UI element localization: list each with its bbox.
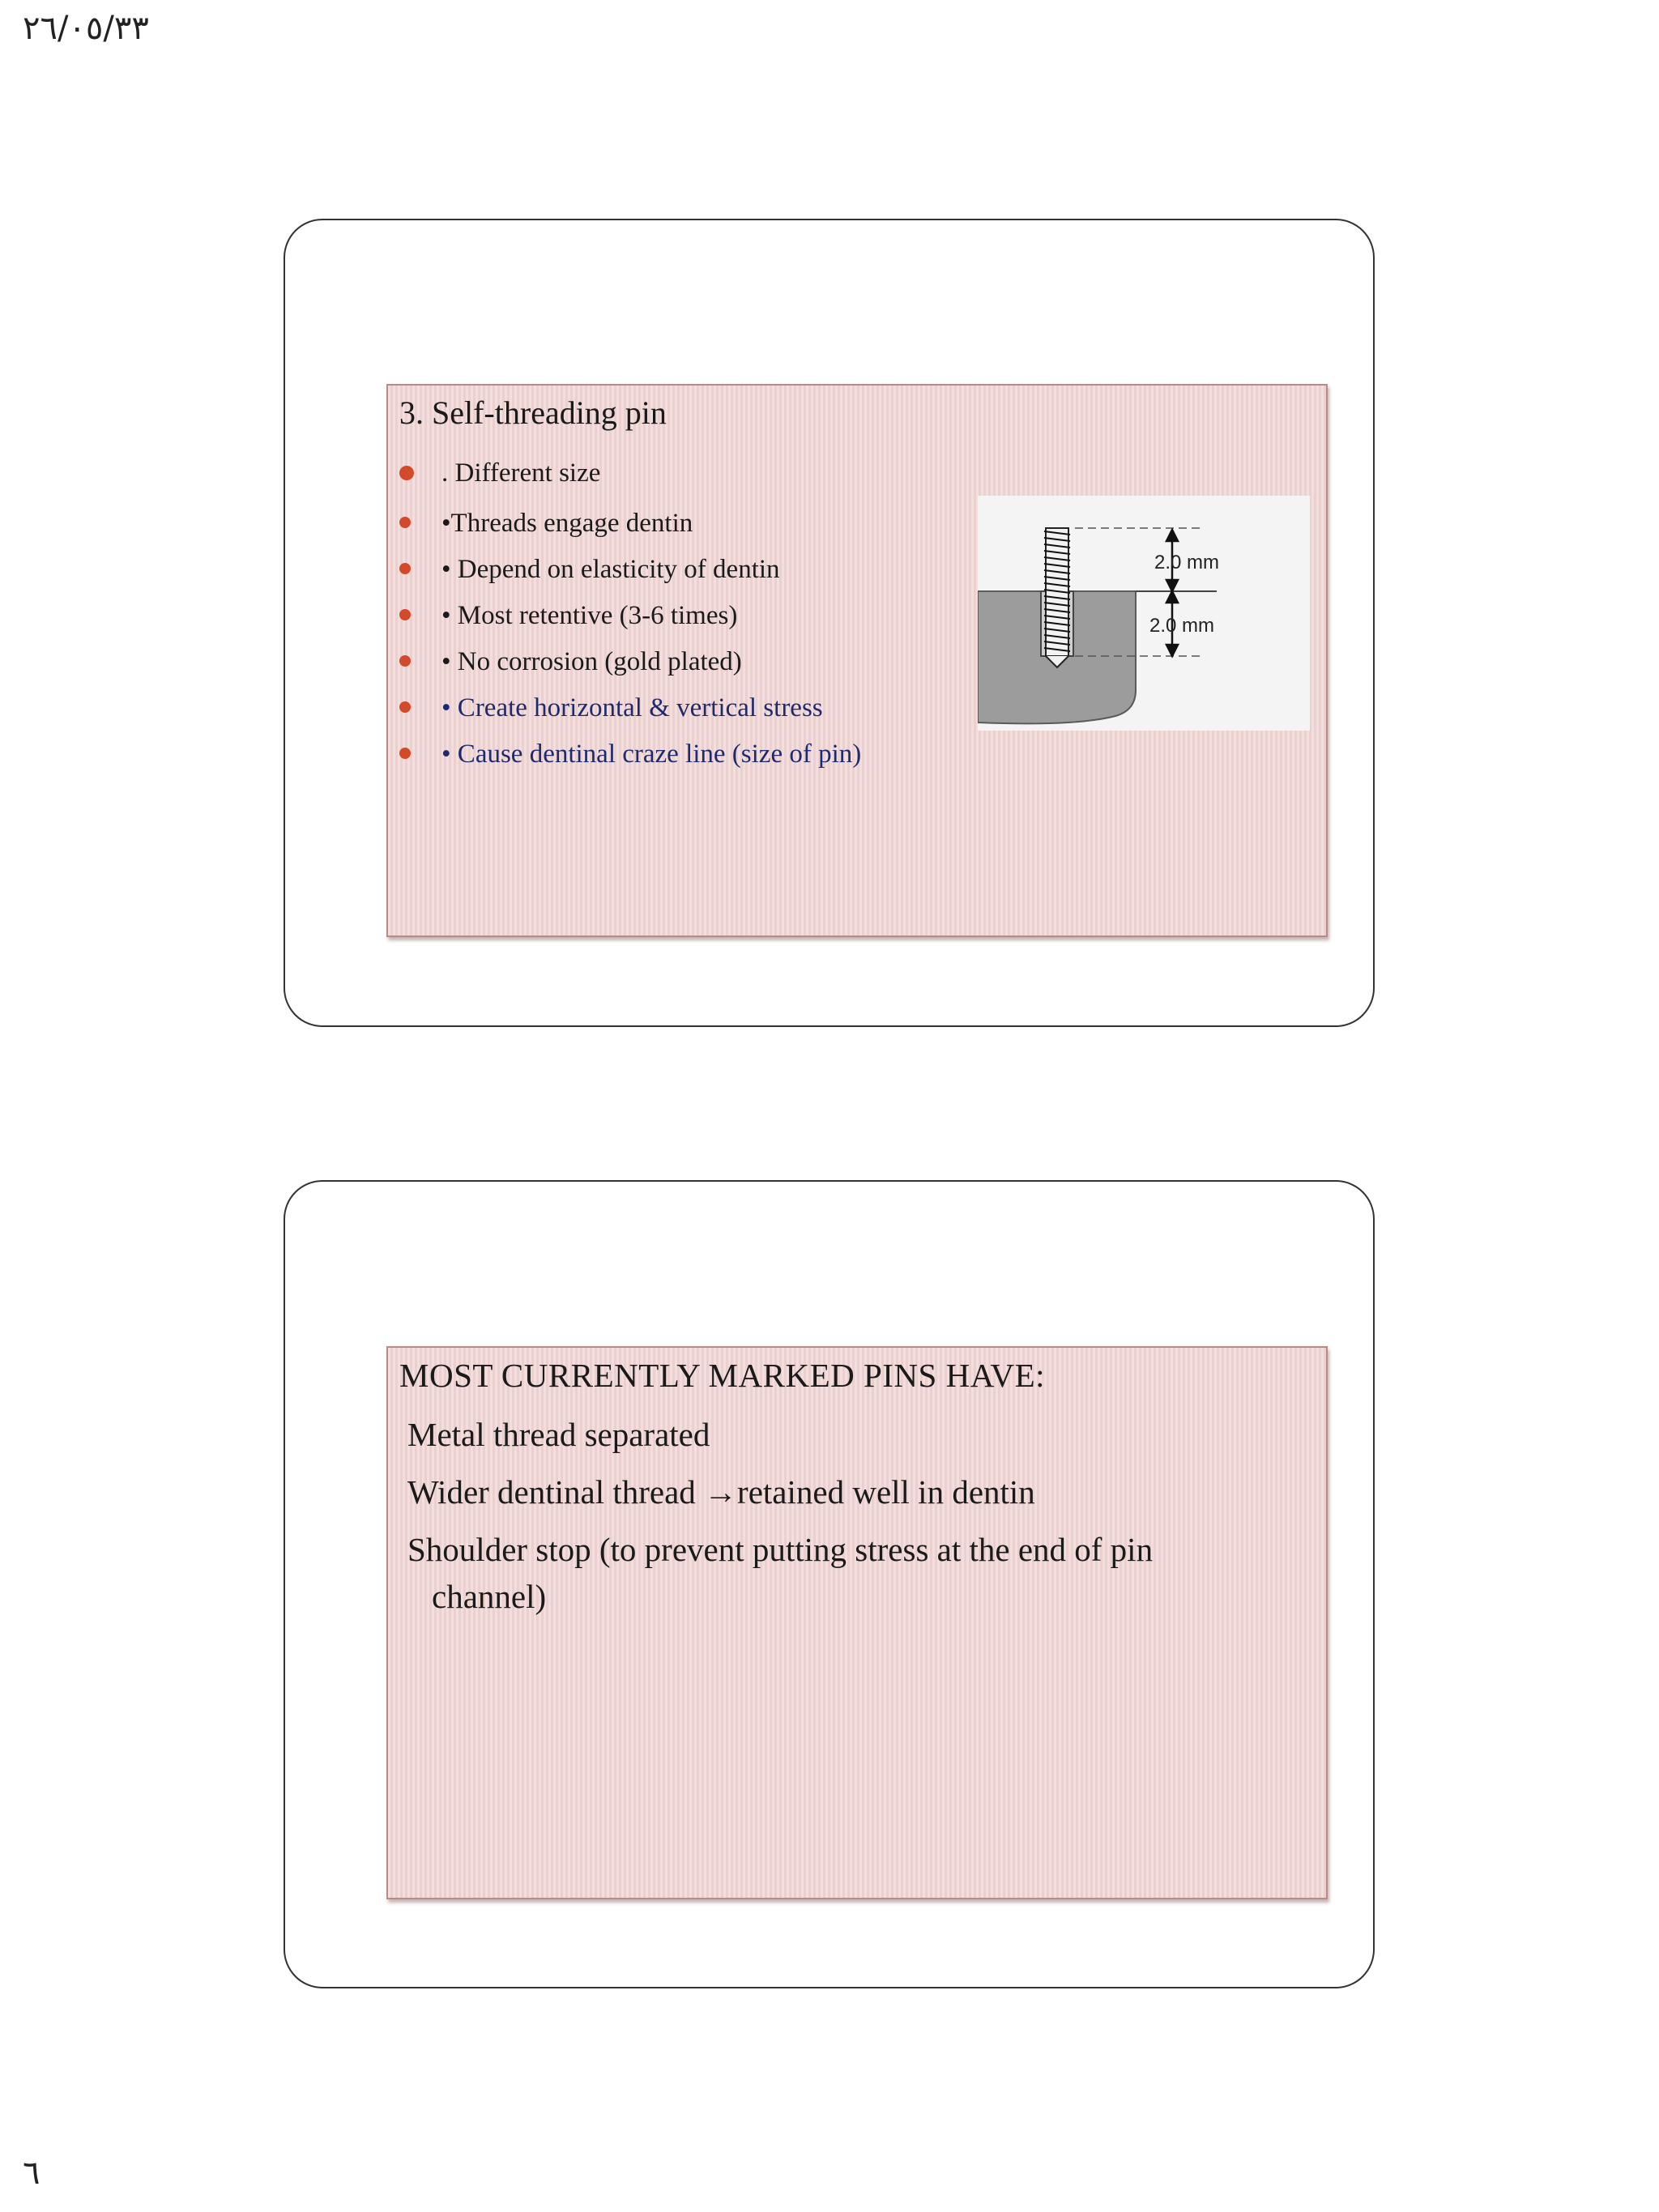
slide-2 bbox=[386, 1346, 1328, 1899]
pin-diagram bbox=[978, 496, 1310, 731]
bullet-marker-icon bbox=[399, 517, 411, 528]
bullet-text: • No corrosion (gold plated) bbox=[441, 647, 742, 676]
dimension-label-top: 2.0 mm bbox=[1154, 552, 1220, 573]
bullet-marker-icon bbox=[399, 466, 414, 480]
list-item bbox=[399, 1526, 1307, 1620]
list-item bbox=[399, 1411, 1307, 1458]
bullet-marker-icon bbox=[399, 609, 411, 620]
list-item-text: Wider dentinal thread →retained well in dentin bbox=[407, 1473, 1035, 1511]
bullet-text: • Depend on elasticity of dentin bbox=[441, 555, 780, 584]
pin-diagram-illustration bbox=[978, 496, 1310, 731]
bullet-marker-icon bbox=[399, 701, 411, 713]
dimension-arrows bbox=[1166, 530, 1178, 656]
list-item-text: Shoulder stop (to prevent putting stress at the end of pin bbox=[407, 1531, 1154, 1568]
bullet-text: • Cause dentinal craze line (size of pin) bbox=[441, 739, 862, 769]
list-item-text: Metal thread separated bbox=[407, 1416, 710, 1453]
bullet-text: . Different size bbox=[441, 458, 601, 488]
list-item bbox=[399, 1468, 1307, 1515]
page-number: ٦ bbox=[23, 2154, 41, 2192]
slide-1 bbox=[386, 384, 1328, 937]
bullet-item bbox=[399, 593, 861, 639]
bullet-item bbox=[399, 731, 861, 778]
bullet-list bbox=[399, 450, 861, 778]
bullet-marker-icon bbox=[399, 655, 411, 667]
bullet-text: • Create horizontal & vertical stress bbox=[441, 693, 823, 722]
slide-title: 3. Self-threading pin bbox=[399, 394, 667, 431]
bullet-text: •Threads engage dentin bbox=[441, 509, 693, 538]
bullet-marker-icon bbox=[399, 748, 411, 759]
slide-title: MOST CURRENTLY MARKED PINS HAVE: bbox=[399, 1357, 1046, 1394]
page-date: ٢٦/٠٥/٣٣ bbox=[23, 10, 149, 47]
bullet-item bbox=[399, 639, 861, 685]
bullet-text: • Most retentive (3-6 times) bbox=[441, 601, 738, 630]
feature-list bbox=[399, 1411, 1307, 1630]
bullet-item bbox=[399, 450, 861, 501]
bullet-item bbox=[399, 685, 861, 731]
dimension-label-bottom: 2.0 mm bbox=[1149, 615, 1215, 637]
bullet-item bbox=[399, 501, 861, 547]
bullet-marker-icon bbox=[399, 563, 411, 574]
bullet-item bbox=[399, 547, 861, 593]
list-item-continuation: channel) bbox=[432, 1578, 547, 1615]
